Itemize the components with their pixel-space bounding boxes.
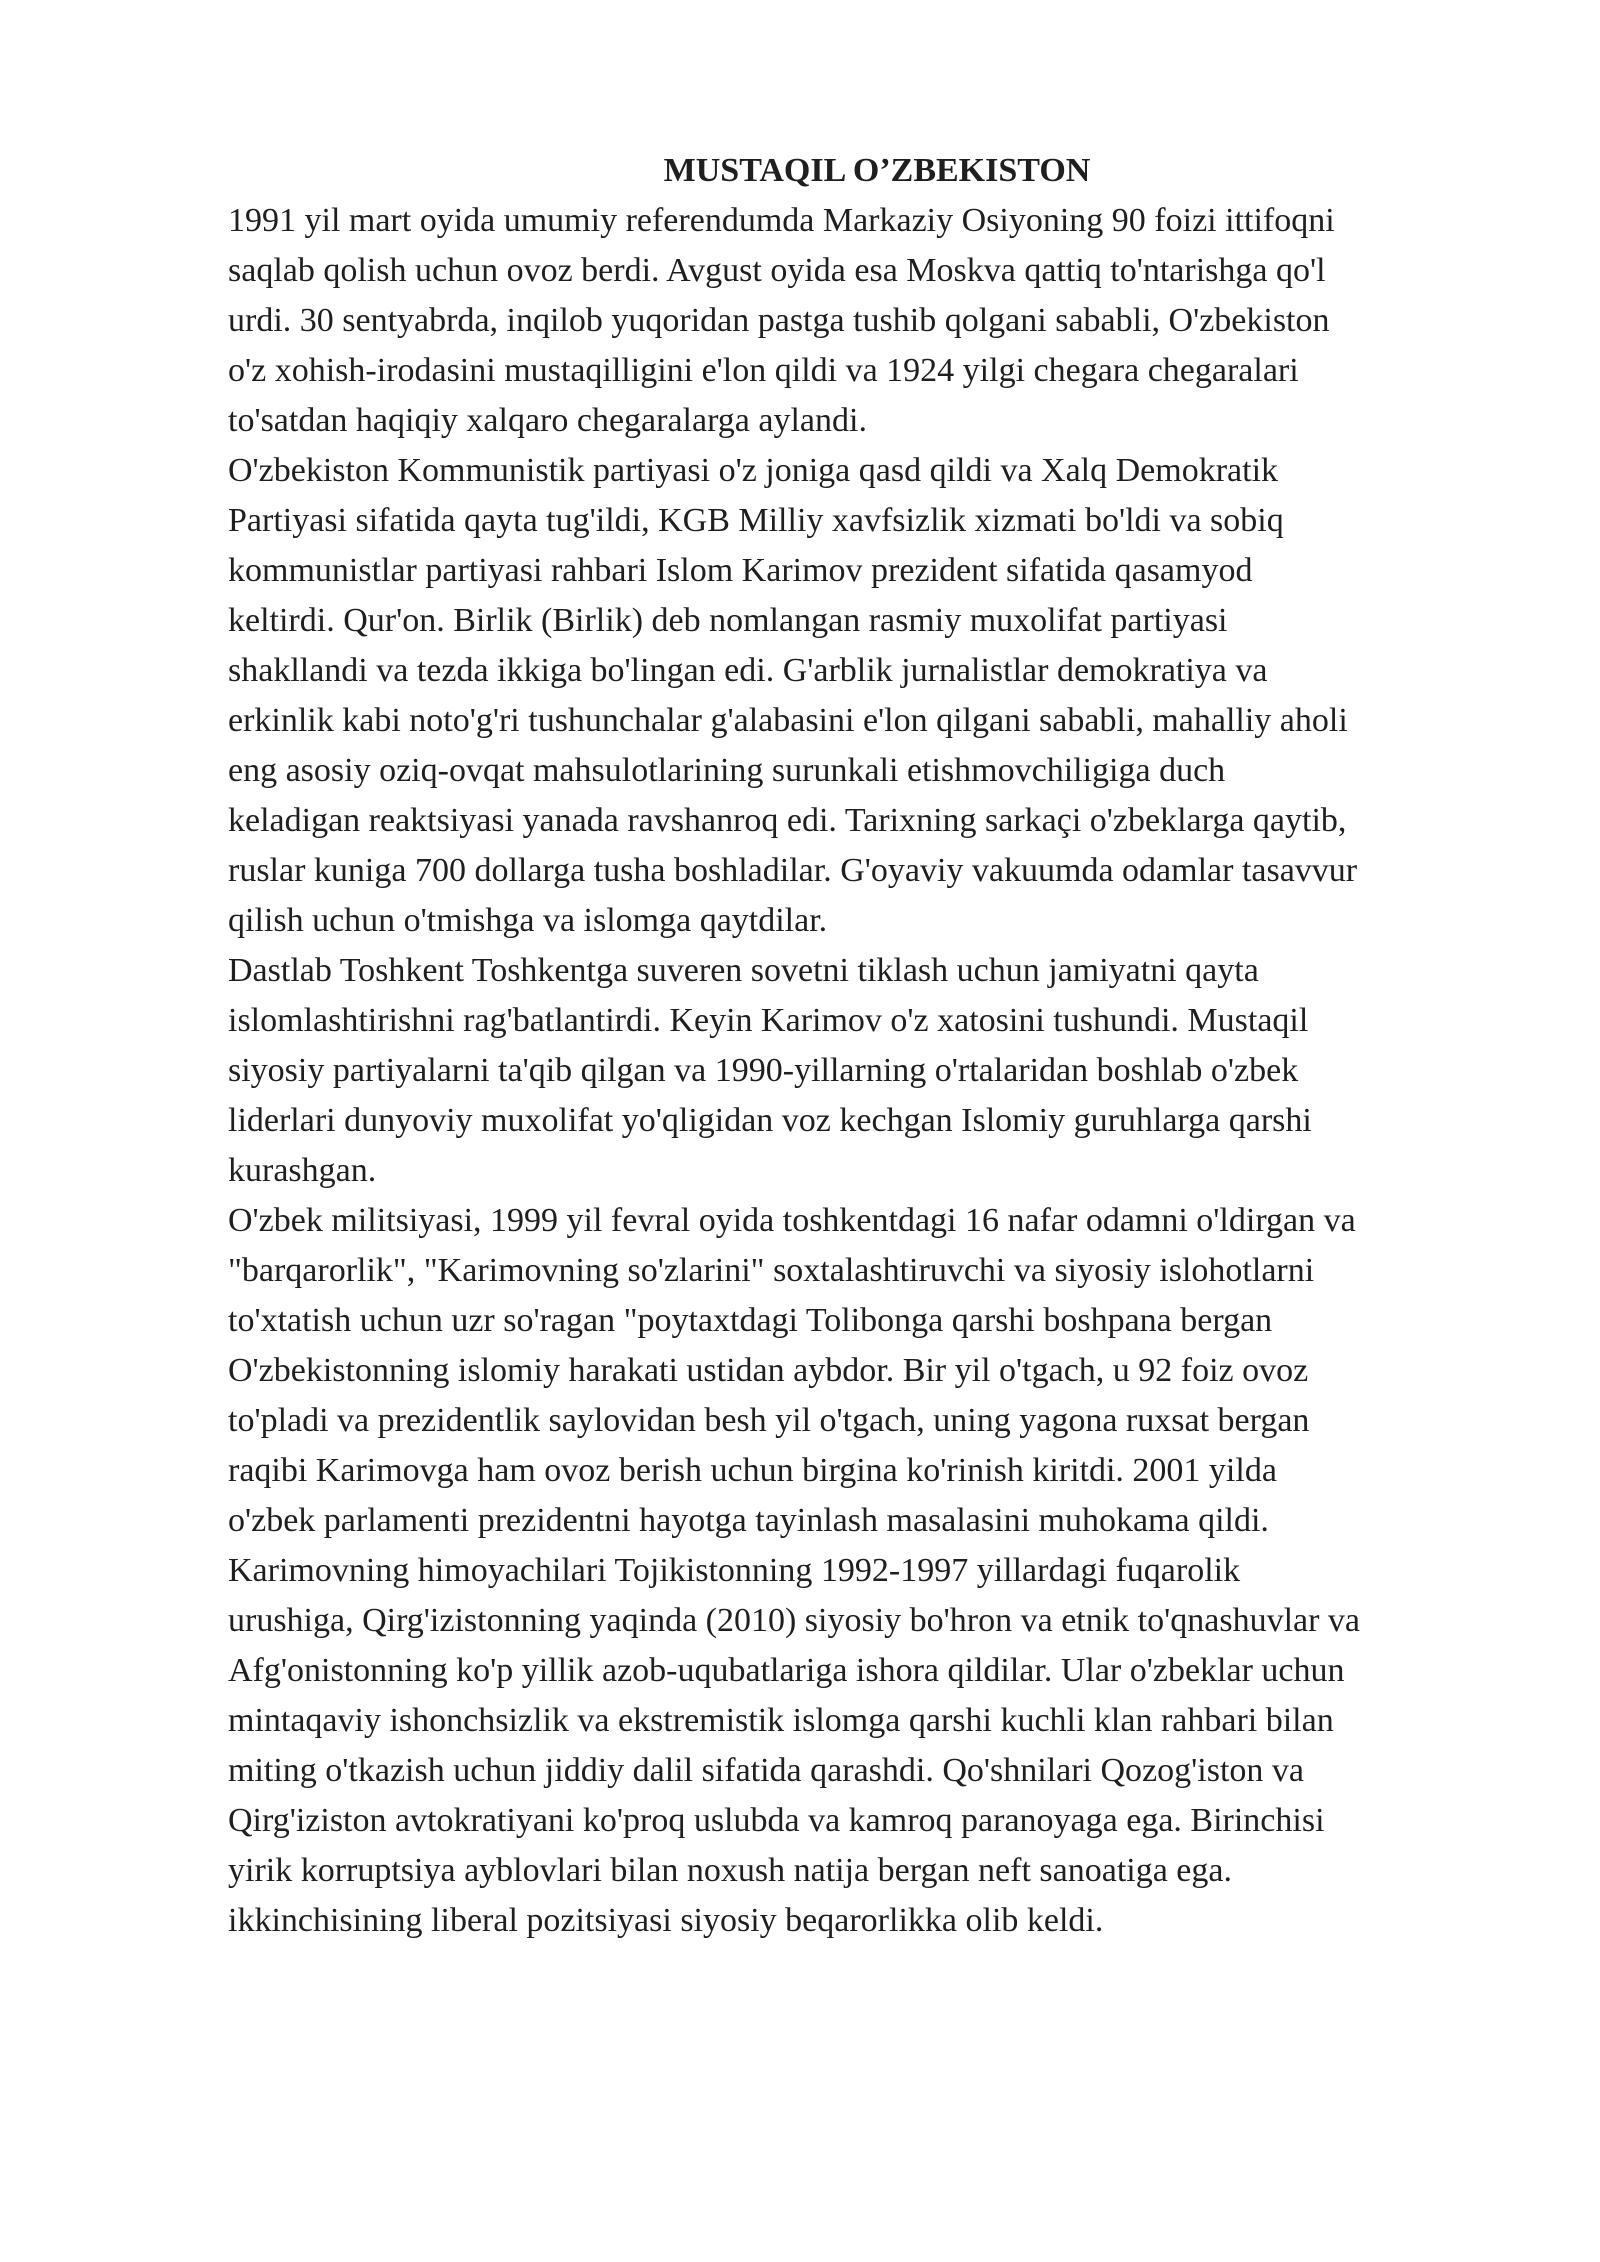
text-line: Qirg'iziston avtokratiyani ko'proq uslubda va kamroq paranoyaga ega. Birinchisi: [228, 1802, 1325, 1839]
text-line: keladigan reaktsiyasi yanada ravshanroq edi. Tarixning sarkaçi o'zbeklarga qaytib,: [228, 802, 1347, 839]
text-line: o'z xohish-irodasini mustaqilligini e'lon qildi va 1924 yilgi chegara chegaralari: [228, 352, 1299, 389]
text-line: urushiga, Qirg'izistonning yaqinda (2010) siyosiy bo'hron va etnik to'qnashuvlar va: [228, 1602, 1361, 1639]
document-title: MUSTAQIL O’ZBEKISTON: [663, 152, 1091, 189]
paragraph-2: [228, 446, 1528, 946]
text-line: mintaqaviy ishonchsizlik va ekstremistik islomga qarshi kuchli klan rahbari bilan: [228, 1702, 1334, 1739]
text-line: Afg'onistonning ko'p yillik azob-uqubatlariga ishora qildilar. Ular o'zbeklar uchun: [228, 1652, 1345, 1689]
text-line: keltirdi. Qur'on. Birlik (Birlik) deb nomlangan rasmiy muxolifat partiyasi: [228, 602, 1228, 639]
text-line: islomlashtirishni rag'batlantirdi. Keyin Karimov o'z xatosini tushundi. Mustaqil: [228, 1002, 1309, 1039]
text-line: ikkinchisining liberal pozitsiyasi siyosiy beqarorlikka olib keldi.: [228, 1902, 1104, 1939]
document-body: [228, 146, 1528, 1946]
text-line: urdi. 30 sentyabrda, inqilob yuqoridan pastga tushib qolgani sababli, O'zbekiston: [228, 302, 1330, 339]
text-line: Partiyasi sifatida qayta tug'ildi, KGB Milliy xavfsizlik xizmati bo'ldi va sobiq: [228, 502, 1284, 539]
text-line: to'xtatish uchun uzr so'ragan "poytaxtdagi Tolibonga qarshi boshpana bergan: [228, 1302, 1273, 1339]
text-line: O'zbekistonning islomiy harakati ustidan aybdor. Bir yil o'tgach, u 92 foiz ovoz: [228, 1352, 1309, 1389]
text-line: ruslar kuniga 700 dollarga tusha boshladilar. G'oyaviy vakuumda odamlar tasavvur: [228, 852, 1358, 889]
text-line: siyosiy partiyalarni ta'qib qilgan va 1990-yillarning o'rtalaridan boshlab o'zbek: [228, 1052, 1299, 1089]
paragraph-4: [228, 1196, 1528, 1946]
text-line: erkinlik kabi noto'g'ri tushunchalar g'alabasini e'lon qilgani sababli, mahalliy aholi: [228, 702, 1348, 739]
text-line: saqlab qolish uchun ovoz berdi. Avgust oyida esa Moskva qattiq to'ntarishga qo'l: [228, 252, 1326, 289]
paragraph-1: [228, 196, 1528, 446]
text-line: O'zbekiston Kommunistik partiyasi o'z joniga qasd qildi va Xalq Demokratik: [228, 452, 1279, 489]
text-line: o'zbek parlamenti prezidentni hayotga tayinlash masalasini muhokama qildi.: [228, 1502, 1269, 1539]
text-line: yirik korruptsiya ayblovlari bilan noxush natija bergan neft sanoatiga ega.: [228, 1852, 1232, 1889]
text-line: kurashgan.: [228, 1152, 377, 1189]
text-line: Dastlab Toshkent Toshkentga suveren sovetni tiklash uchun jamiyatni qayta: [228, 952, 1259, 989]
text-line: liderlari dunyoviy muxolifat yo'qligidan voz kechgan Islomiy guruhlarga qarshi: [228, 1102, 1312, 1139]
text-line: O'zbek militsiyasi, 1999 yil fevral oyida toshkentdagi 16 nafar odamni o'ldirgan va: [228, 1202, 1356, 1239]
text-line: raqibi Karimovga ham ovoz berish uchun birgina ko'rinish kiritdi. 2001 yilda: [228, 1452, 1277, 1489]
text-line: "barqarorlik", "Karimovning so'zlarini" soxtalashtiruvchi va siyosiy islohotlarni: [228, 1252, 1315, 1289]
text-line: to'pladi va prezidentlik saylovidan besh yil o'tgach, uning yagona ruxsat bergan: [228, 1402, 1310, 1439]
text-line: shakllandi va tezda ikkiga bo'lingan edi. G'arblik jurnalistlar demokratiya va: [228, 652, 1268, 689]
text-line: miting o'tkazish uchun jiddiy dalil sifatida qarashdi. Qo'shnilari Qozog'iston va: [228, 1752, 1304, 1789]
text-line: eng asosiy oziq-ovqat mahsulotlarining surunkali etishmovchiligiga duch: [228, 752, 1226, 789]
text-line: kommunistlar partiyasi rahbari Islom Karimov prezident sifatida qasamyod: [228, 552, 1253, 589]
paragraph-3: [228, 946, 1528, 1196]
text-line: qilish uchun o'tmishga va islomga qaytdilar.: [228, 902, 828, 939]
text-line: to'satdan haqiqiy xalqaro chegaralarga aylandi.: [228, 402, 867, 439]
text-line: 1991 yil mart oyida umumiy referendumda Markaziy Osiyoning 90 foizi ittifoqni: [228, 202, 1335, 239]
text-line: Karimovning himoyachilari Tojikistonning 1992-1997 yillardagi fuqarolik: [228, 1552, 1241, 1589]
